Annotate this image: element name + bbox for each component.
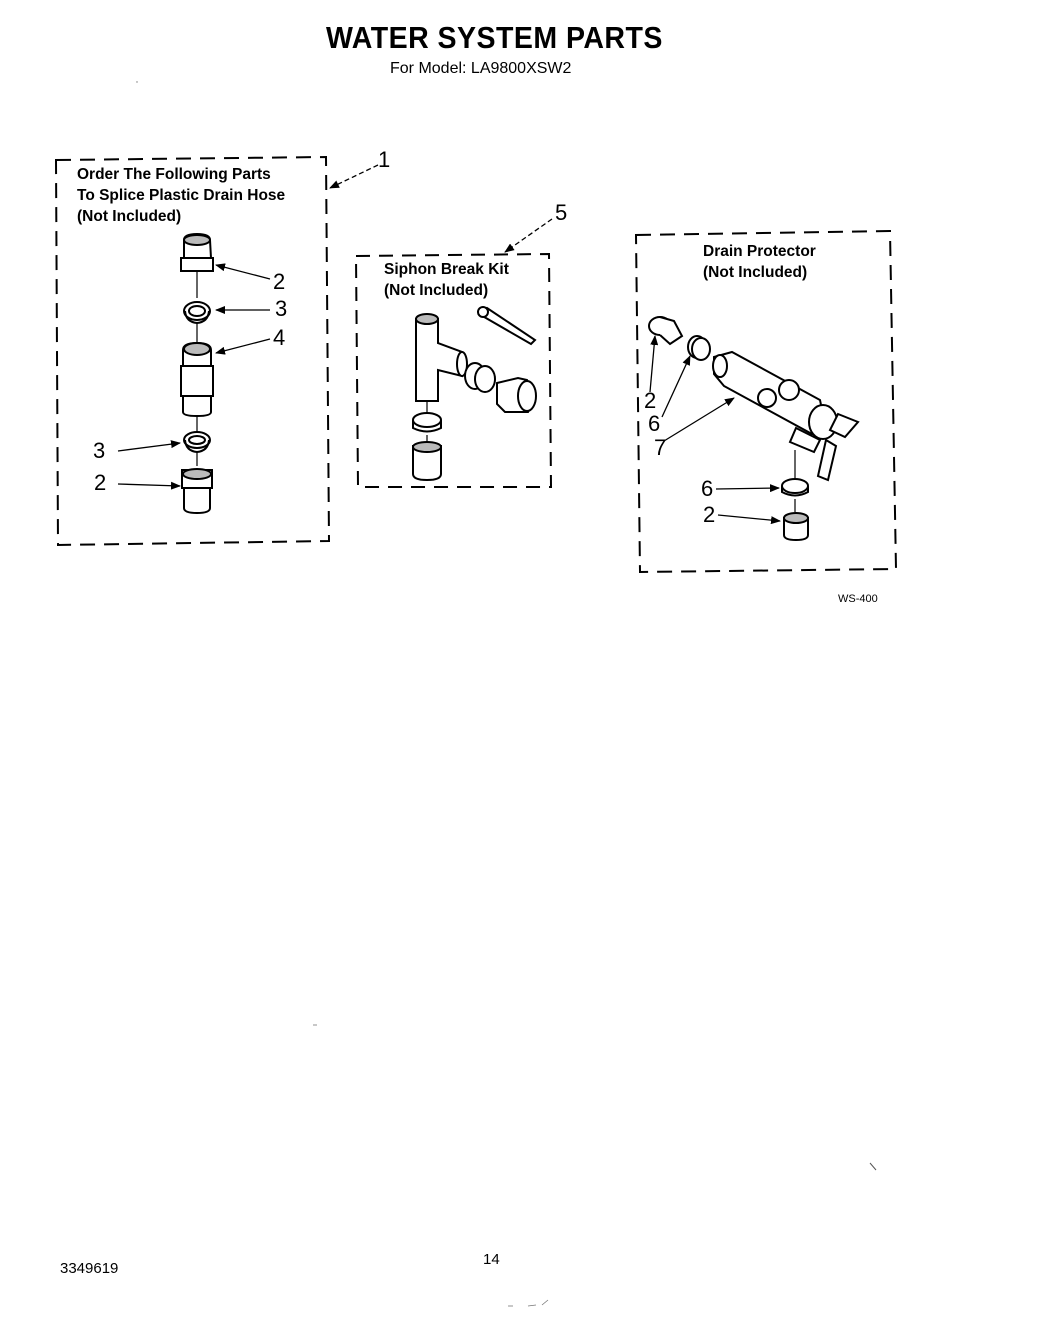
model-subtitle: For Model: LA9800XSW2 bbox=[390, 60, 572, 77]
callout-6-protector-bottom: 6 bbox=[701, 476, 714, 501]
callout-2-protector-bottom: 2 bbox=[703, 502, 716, 527]
callout-5: 5 bbox=[555, 200, 568, 225]
callout-5-leader bbox=[505, 219, 552, 252]
callout-2-protector-top: 2 bbox=[644, 388, 657, 413]
callout-7: 7 bbox=[654, 435, 667, 460]
drain-hose-splice-parts bbox=[181, 234, 213, 513]
page-number: 14 bbox=[483, 1251, 500, 1268]
drain-protector-parts bbox=[649, 317, 858, 540]
figure-code: WS-400 bbox=[838, 593, 878, 605]
callout-6-protector-top: 6 bbox=[648, 411, 661, 436]
callout-3-bottom: 3 bbox=[93, 438, 106, 463]
callout-1: 1 bbox=[378, 147, 391, 172]
document-number: 3349619 bbox=[60, 1260, 119, 1277]
drain-hose-splice-label: Order The Following Parts To Splice Plastic Drain Hose (Not Included) bbox=[77, 166, 286, 225]
page-title: WATER SYSTEM PARTS bbox=[326, 20, 663, 55]
siphon-break-kit-parts bbox=[413, 307, 536, 480]
callout-2-top: 2 bbox=[273, 269, 286, 294]
callout-2-bottom: 2 bbox=[94, 470, 107, 495]
callout-1-leader bbox=[330, 165, 378, 188]
drain-protector-label: Drain Protector (Not Included) bbox=[703, 243, 816, 281]
siphon-break-kit-label: Siphon Break Kit (Not Included) bbox=[384, 261, 509, 299]
callout-4: 4 bbox=[273, 325, 286, 350]
callout-3-top: 3 bbox=[275, 296, 288, 321]
